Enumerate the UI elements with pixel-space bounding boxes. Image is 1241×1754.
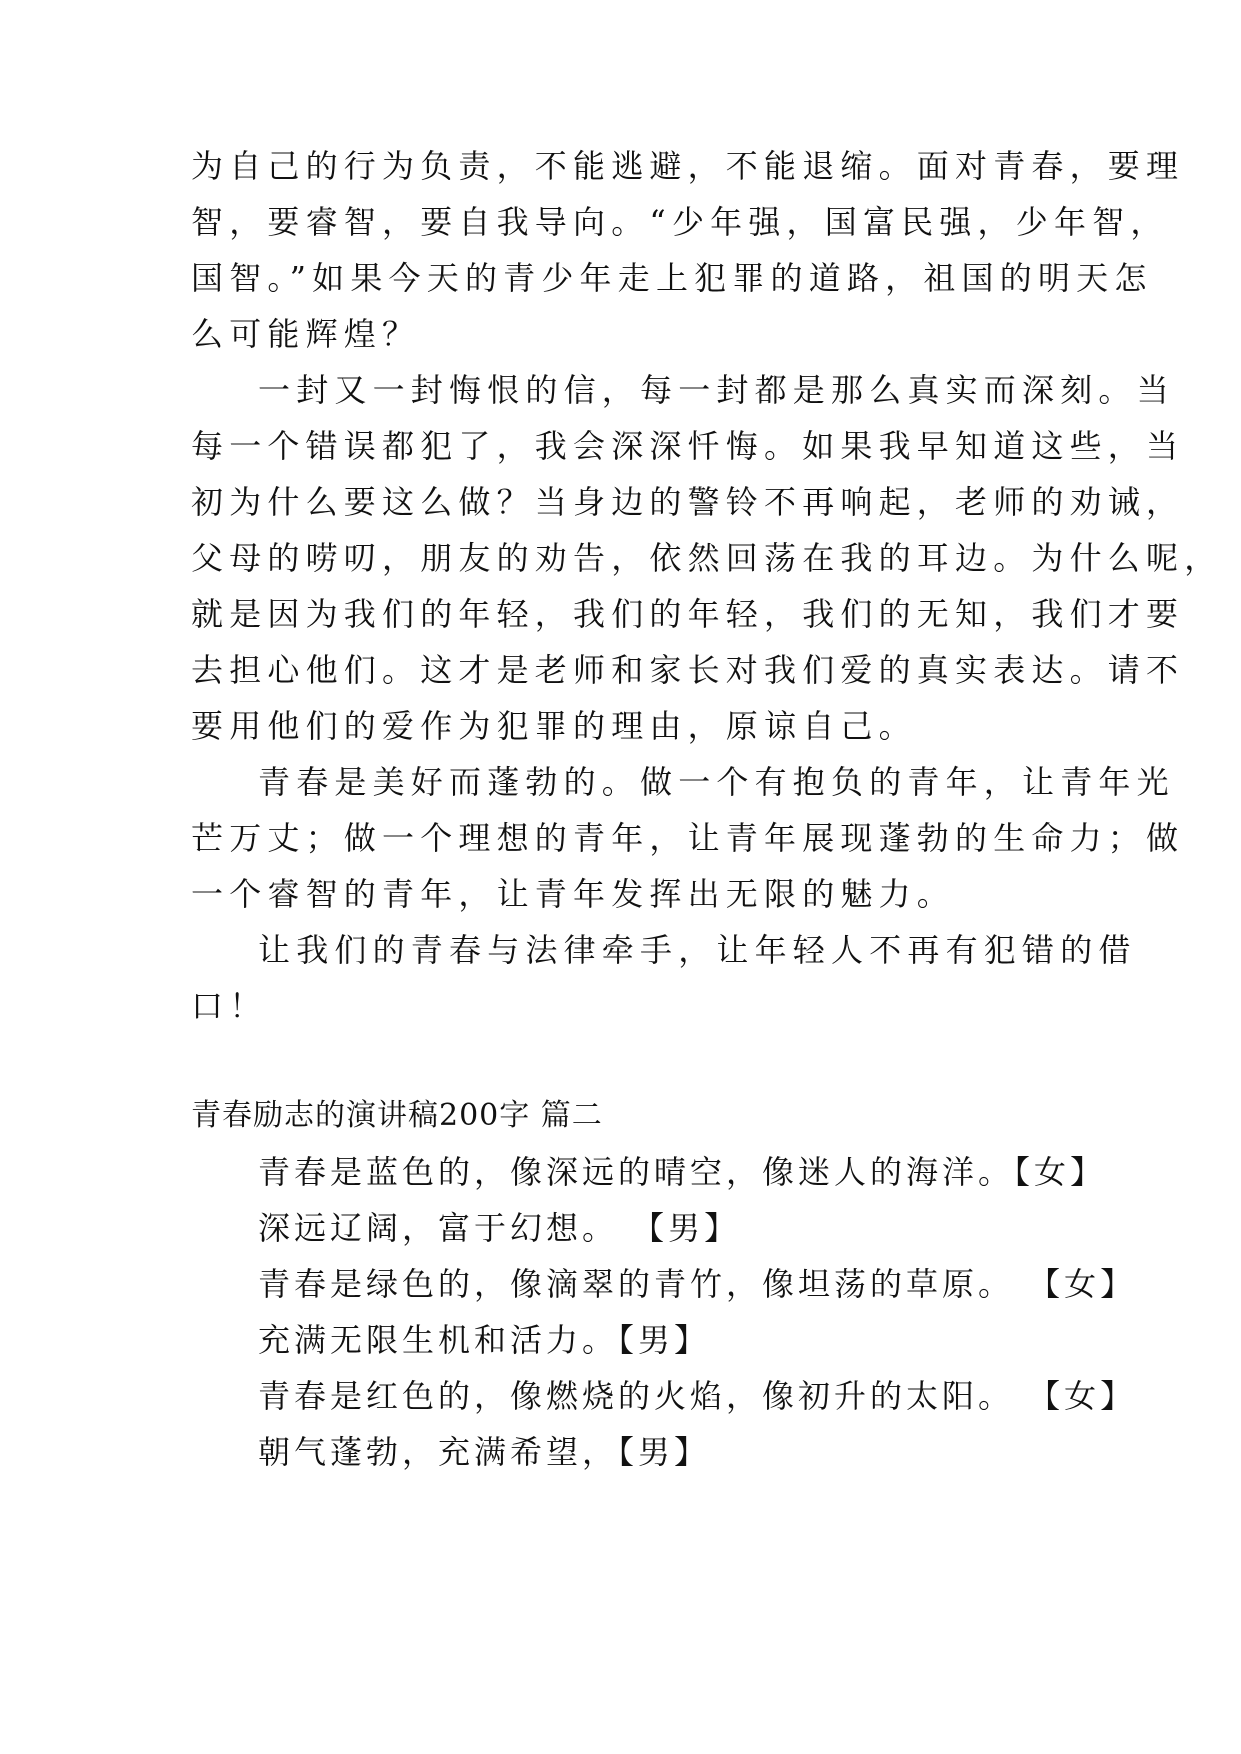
dialogue-line: 青春是蓝色的，像深远的晴空，像迷人的海洋。【女】 (258, 1153, 1107, 1191)
paragraph-line: 一个睿智的青年，让青年发挥出无限的魅力。 (191, 875, 956, 913)
paragraph-line: 智，要睿智，要自我导向。“少年强，国富民强，少年智， (191, 203, 1169, 241)
dialogue-line: 青春是绿色的，像滴翠的青竹，像坦荡的草原。 【女】 (258, 1265, 1137, 1303)
paragraph-line: 么可能辉煌？ (191, 315, 421, 353)
paragraph-line: 去担心他们。这才是老师和家长对我们爱的真实表达。请不 (191, 651, 1185, 689)
paragraph-line: 要用他们的爱作为犯罪的理由，原谅自己。 (191, 707, 917, 745)
dialogue-line: 青春是红色的，像燃烧的火焰，像初升的太阳。 【女】 (258, 1377, 1137, 1415)
dialogue-line: 朝气蓬勃，充满希望，【男】 (258, 1433, 711, 1471)
paragraph-line: 口！ (191, 987, 268, 1025)
paragraph-line: 为自己的行为负责，不能逃避，不能退缩。面对青春，要理 (191, 147, 1185, 185)
paragraph-line: 每一个错误都犯了，我会深深忏悔。如果我早知道这些，当 (191, 427, 1185, 465)
paragraph-line: 青春是美好而蓬勃的。做一个有抱负的青年，让青年光 (258, 763, 1175, 801)
paragraph-line: 初为什么要这么做？当身边的警铃不再响起，老师的劝诫， (191, 483, 1185, 521)
dialogue-line: 充满无限生机和活力。【男】 (258, 1321, 711, 1359)
paragraph-line: 一封又一封悔恨的信，每一封都是那么真实而深刻。当 (258, 371, 1175, 409)
paragraph-line: 国智。”如果今天的青少年走上犯罪的道路，祖国的明天怎 (191, 259, 1153, 297)
paragraph-line: 让我们的青春与法律牵手，让年轻人不再有犯错的借 (258, 931, 1137, 969)
paragraph-line: 芒万丈；做一个理想的青年，让青年展现蓬勃的生命力；做 (191, 819, 1185, 857)
paragraph-line: 就是因为我们的年轻，我们的年轻，我们的无知，我们才要 (191, 595, 1185, 633)
paragraph-line: 父母的唠叨，朋友的劝告，依然回荡在我的耳边。为什么呢， (191, 539, 1223, 577)
dialogue-line: 深远辽阔，富于幻想。 【男】 (258, 1209, 741, 1247)
section-heading: 青春励志的演讲稿200字 篇二 (191, 1098, 603, 1133)
